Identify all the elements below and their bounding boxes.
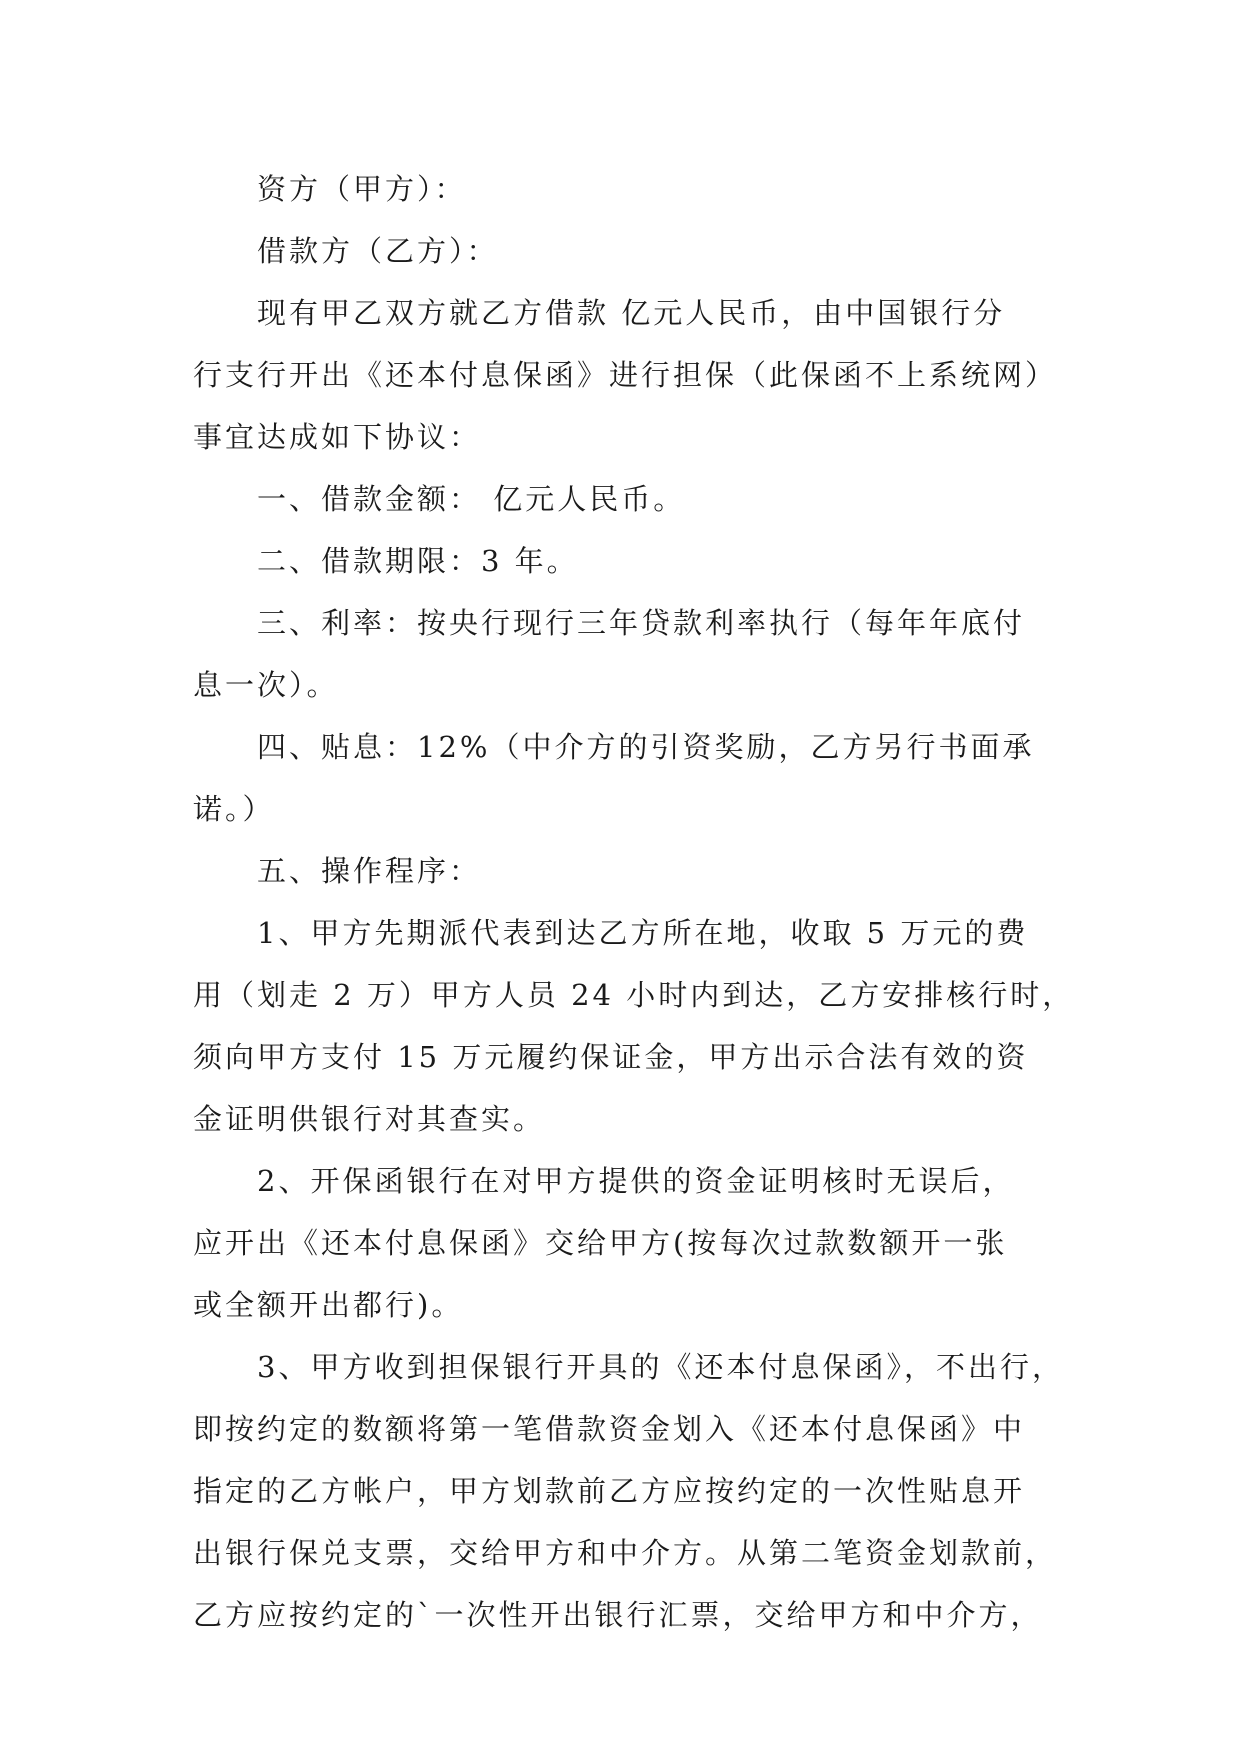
procedure-step-3: 3、甲方收到担保银行开具的《还本付息保函》，不出行， (257, 1350, 1064, 1384)
procedure-step-1-cont: 须向甲方支付 15 万元履约保证金，甲方出示合法有效的资 (193, 1040, 1029, 1074)
procedure-step-3-cont: 出银行保兑支票，交给甲方和中介方。从第二笔资金划款前， (193, 1536, 1058, 1570)
procedure-step-2: 2、开保函银行在对甲方提供的资金证明核时无误后， (257, 1164, 1015, 1198)
clause-discount: 四、贴息：12%（中介方的引资奖励，乙方另行书面承 (257, 730, 1035, 764)
document-body (193, 158, 1075, 1646)
procedure-step-1: 1、甲方先期派代表到达乙方所在地，收取 5 万元的费 (257, 916, 1029, 950)
procedure-step-1-cont: 用（划走 2 万）甲方人员 24 小时内到达，乙方安排核行时， (193, 978, 1075, 1012)
clause-interest-rate-cont: 息一次）。 (193, 668, 339, 702)
procedure-step-3-cont: 乙方应按约定的`一次性开出银行汇票，交给甲方和中介方， (193, 1598, 1043, 1632)
procedure-step-3-cont: 即按约定的数额将第一笔借款资金划入《还本付息保函》中 (193, 1412, 1026, 1446)
clause-loan-term: 二、借款期限：3 年。 (257, 544, 579, 578)
clause-interest-rate: 三、利率：按央行现行三年贷款利率执行（每年年底付 (257, 606, 1026, 640)
intro-paragraph-line: 行支行开出《还本付息保函》进行担保（此保函不上系统网） (193, 358, 1058, 392)
clause-procedure-heading: 五、操作程序： (257, 854, 482, 888)
procedure-step-1-cont: 金证明供银行对其查实。 (193, 1102, 546, 1136)
intro-paragraph-line: 事宜达成如下协议： (193, 420, 482, 454)
clause-loan-amount: 一、借款金额： 亿元人民币。 (257, 482, 686, 516)
lender-line: 资方（甲方）： (257, 172, 467, 206)
clause-discount-cont: 诺。） (193, 792, 275, 826)
procedure-step-3-cont: 指定的乙方帐户，甲方划款前乙方应按约定的一次性贴息开 (193, 1474, 1026, 1508)
procedure-step-2-cont: 应开出《还本付息保函》交给甲方(按每次过款数额开一张 (193, 1226, 1008, 1260)
procedure-step-2-cont: 或全额开出都行)。 (193, 1288, 464, 1322)
borrower-line: 借款方（乙方）： (257, 234, 499, 268)
intro-paragraph-line: 现有甲乙双方就乙方借款 亿元人民币，由中国银行分 (257, 296, 1006, 330)
